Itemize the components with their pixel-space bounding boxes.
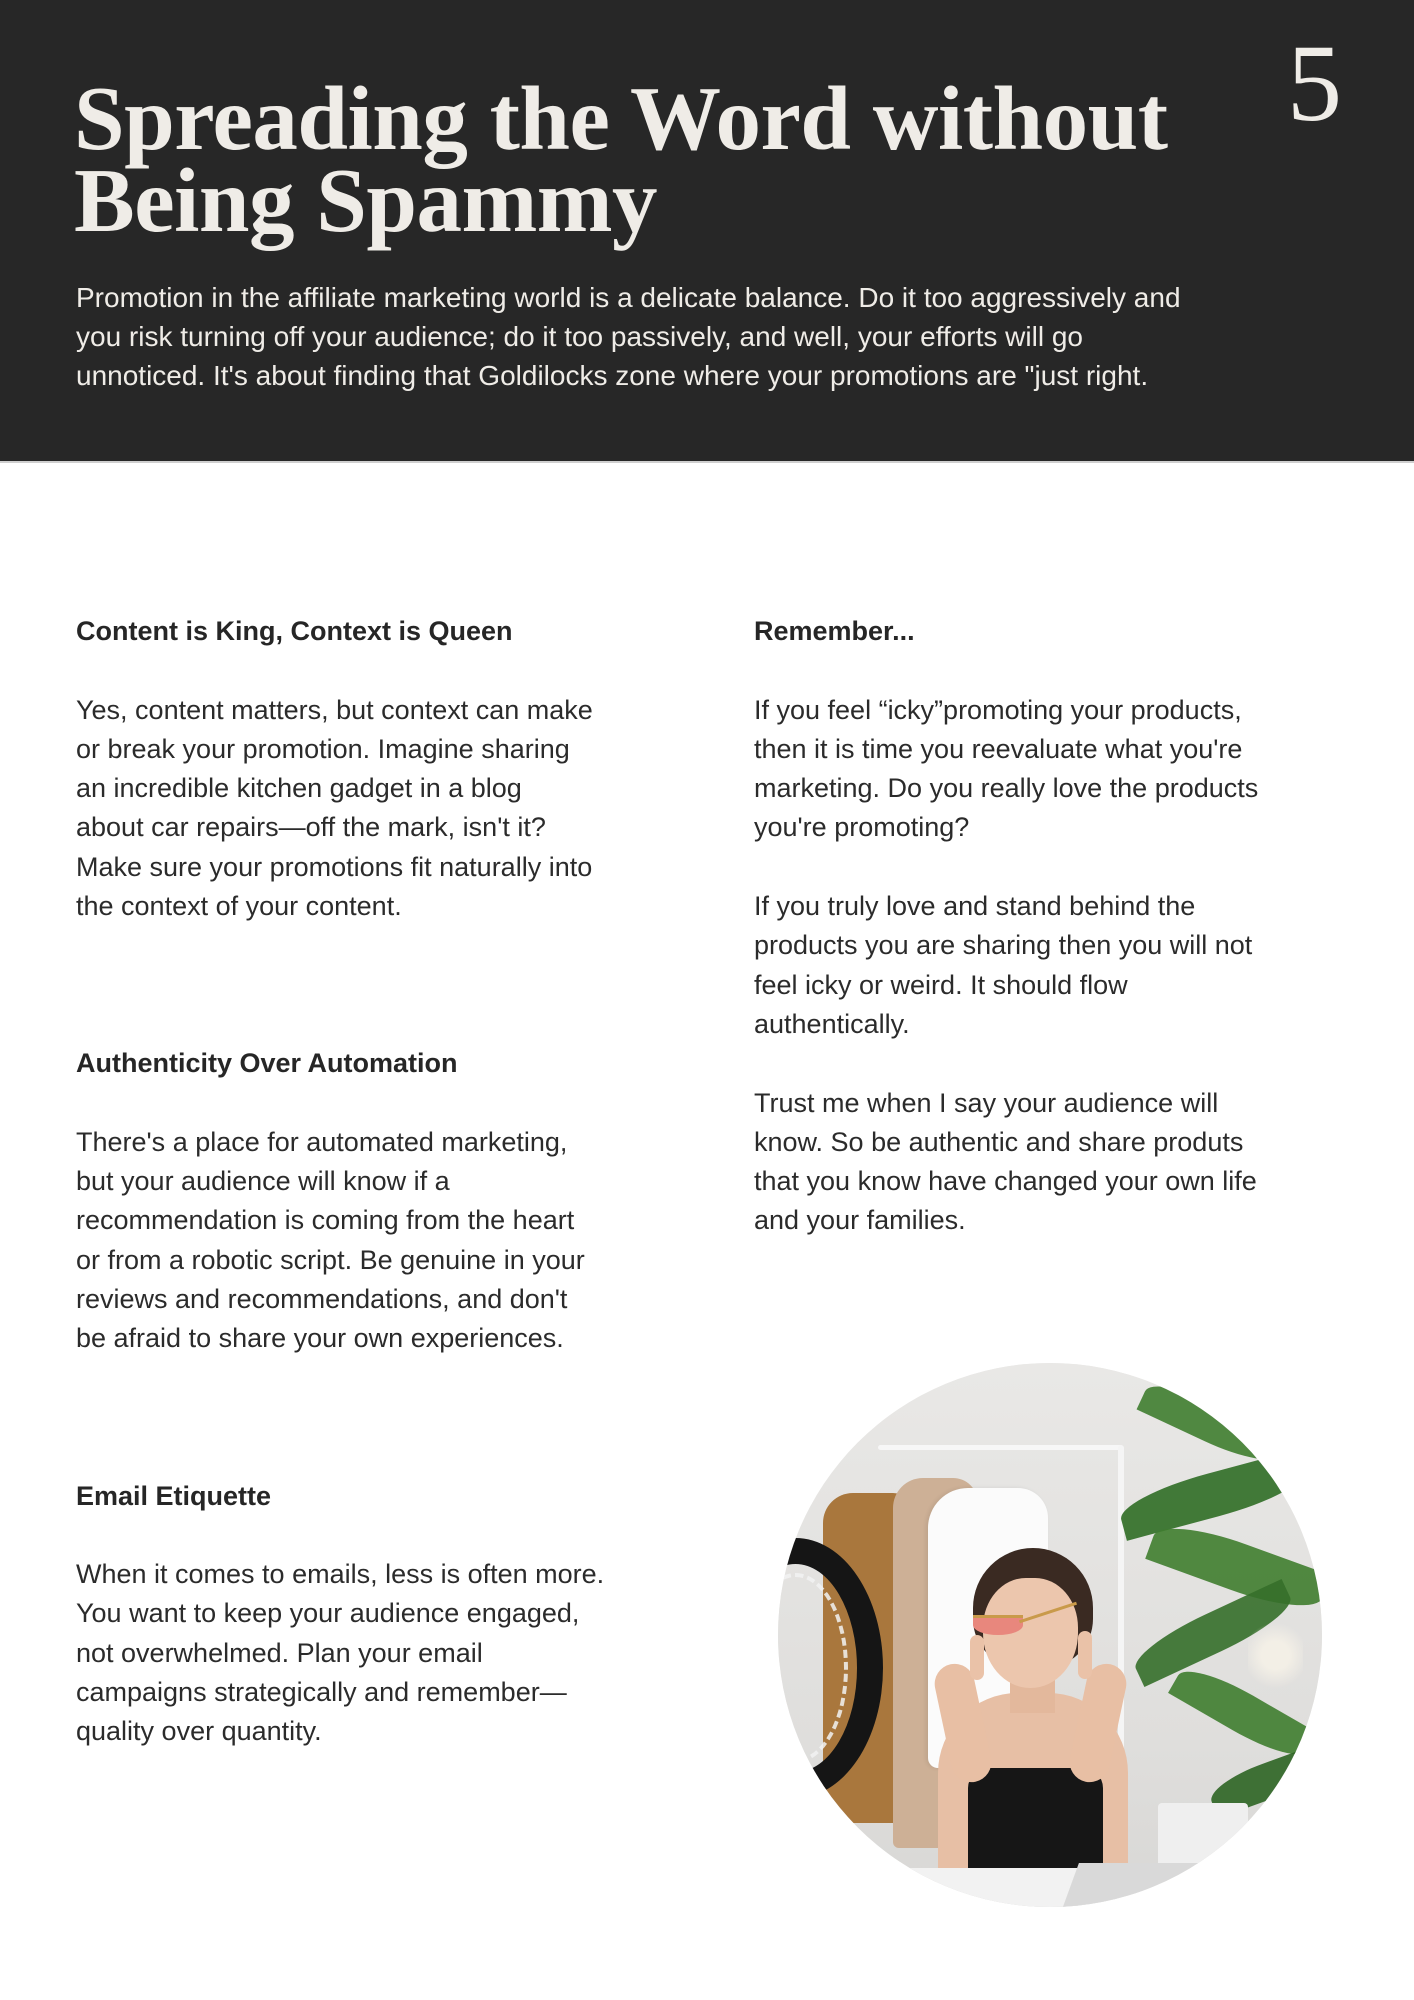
body-line: feel icky or weird. It should flow — [754, 969, 1128, 1000]
body-line: Trust me when I say your audience will — [754, 1087, 1219, 1118]
blank-line — [76, 651, 696, 690]
body-line: know. So be authentic and share produts — [754, 1126, 1244, 1157]
circular-photo — [778, 1363, 1322, 1907]
page-number: 5 — [1287, 22, 1342, 144]
body-line: If you truly love and stand behind the — [754, 891, 1196, 922]
body-line: and your families. — [754, 1205, 966, 1236]
body-line: not overwhelmed. Plan your email — [76, 1637, 483, 1668]
clothing-rack-bar — [878, 1445, 1123, 1450]
body-line: You want to keep your audience engaged, — [76, 1598, 580, 1629]
body-line: quality over quantity. — [76, 1716, 322, 1747]
body-line: Make sure your promotions fit naturally into — [76, 851, 593, 882]
body-line: but your audience will know if a — [76, 1166, 450, 1197]
body-line: When it comes to emails, less is often more. — [76, 1559, 605, 1590]
body-line: the context of your content. — [76, 891, 402, 922]
blank-line — [76, 926, 696, 965]
body-line: an incredible kitchen gadget in a blog — [76, 773, 522, 804]
blank-line — [76, 1005, 696, 1044]
blank-line — [754, 651, 1374, 690]
blank-line — [76, 1084, 696, 1123]
body-line: that you know have changed your own life — [754, 1166, 1257, 1197]
blank-line — [754, 1044, 1374, 1083]
intro-line: you risk turning off your audience; do it too passively, and well, your efforts will go — [76, 321, 1083, 352]
pointing-finger — [970, 1635, 984, 1680]
blank-line — [76, 1398, 696, 1437]
body-line: you're promoting? — [754, 812, 970, 843]
title-line: Spreading the Word without — [74, 68, 1168, 169]
body-line: marketing. Do you really love the products — [754, 773, 1259, 804]
body-line: or break your promotion. Imagine sharing — [76, 733, 570, 764]
left-column — [76, 612, 696, 1752]
section-authenticity — [76, 1044, 696, 1476]
body-line: then it is time you reevaluate what you're — [754, 733, 1243, 764]
blank-line — [76, 1359, 696, 1398]
body-line: recommendation is coming from the heart — [76, 1205, 575, 1236]
section-heading: Content is King, Context is Queen — [76, 616, 513, 646]
body-line: If you feel “icky”promoting your products, — [754, 694, 1242, 725]
section-heading: Remember... — [754, 616, 915, 646]
body-line: Yes, content matters, but context can make — [76, 694, 593, 725]
red-sunglasses — [973, 1615, 1023, 1635]
section-remember — [754, 612, 1374, 1241]
title-line: Being Spammy — [74, 150, 658, 251]
blank-line — [754, 848, 1374, 887]
body-line: products you are sharing then you will not — [754, 930, 1253, 961]
body-line: campaigns strategically and remember— — [76, 1677, 567, 1708]
pointing-finger — [1078, 1631, 1092, 1679]
intro-line: unnoticed. It's about finding that Goldilocks zone where your promotions are "just right. — [76, 360, 1149, 391]
person-black-top — [968, 1768, 1103, 1878]
body-line: authentically. — [754, 1008, 910, 1039]
page-header — [0, 0, 1414, 463]
section-heading: Email Etiquette — [76, 1480, 272, 1511]
blank-line — [76, 1437, 696, 1476]
body-line: or from a robotic script. Be genuine in your — [76, 1244, 585, 1275]
blank-line — [76, 966, 696, 1005]
intro-paragraph — [76, 278, 1366, 395]
body-line: about car repairs—off the mark, isn't it? — [76, 812, 546, 843]
body-line: There's a place for automated marketing, — [76, 1126, 568, 1157]
laptop — [1057, 1863, 1249, 1907]
section-email-etiquette — [76, 1477, 696, 1752]
right-column — [754, 612, 1374, 1241]
page-title — [74, 68, 1274, 251]
body-line: reviews and recommendations, and don't — [76, 1284, 568, 1315]
section-content-context — [76, 612, 696, 1044]
dried-flowers — [1248, 1618, 1303, 1693]
section-heading: Authenticity Over Automation — [76, 1048, 458, 1079]
blank-line — [76, 1516, 696, 1555]
body-line: be afraid to share your own experiences. — [76, 1323, 564, 1354]
intro-line: Promotion in the affiliate marketing world is a delicate balance. Do it too aggressively and — [76, 282, 1181, 313]
